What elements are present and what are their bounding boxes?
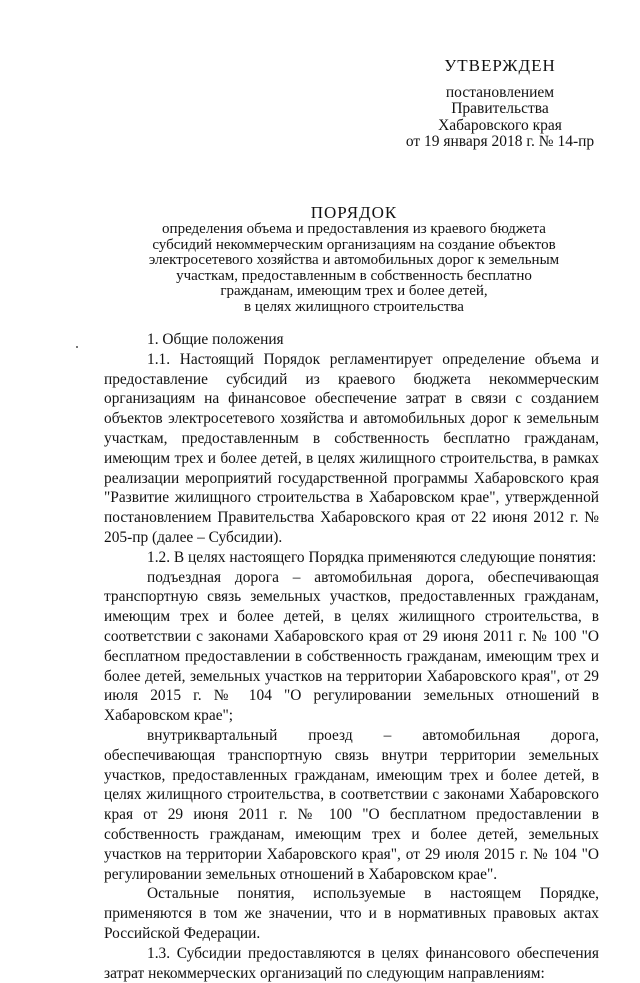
subtitle-line: участкам, предоставленным в собственность бесплатно [176,267,532,284]
document-subtitle [0,222,640,315]
section-heading: 1. Общие положения [147,331,284,348]
approval-line-2: Правительства [451,100,549,117]
paragraph-1-3: 1.3. Субсидии предоставляются в целях финансового обеспечения затрат некоммерческих организаций по следующим направлениям: [104,944,599,982]
definition-access-road: подъездная дорога – автомобильная дорога, обеспечивающая транспортную связь земельных участков, предоставленных гражданам, имеющим трех и более детей, в целях жилищного строительства, в соответствии с законами Хабаровского края от 29 июня 2011 г. № 100 "О бесплатном предоставлении в собственность гражданам, имеющим трех и более детей, земельных участков на территории Хабаровского края", от 29 июля 2015 г. № 104 "О регулировании земельных отношений в Хабаровском крае"; [104,568,599,725]
approval-line-3: Хабаровского края [438,116,562,134]
subtitle-line: гражданам, имеющим трех и более детей, [220,283,488,299]
paragraph-1-1: 1.1. Настоящий Порядок регламентирует определение объема и предоставление субсидий из краевого бюджета некоммерческим организациям на финансовое обеспечение затрат в связи с созданием объектов электросетевого хозяйства и автомобильных дорог к земельным участкам, предоставленным в собственность бесплатно гражданам, имеющим трех и более детей, в целях жилищного строительства, в рамках реализации мероприятий государственной программы Хабаровского края "Развитие жилищного строительства в Хабаровском крае", утвержденной постановлением Правительства Хабаровского края от 22 июня 2012 г. № 205-пр (далее – Субсидии). [104,350,599,546]
document-body [104,330,599,983]
scan-speck [76,346,78,348]
approval-line-1: постановлением [445,83,555,101]
definition-internal-passage: внутриквартальный проезд – автомобильная дорога, обеспечивающая транспортную связь внутри территории земельных участков, предоставленных гражданам, имеющим трех и более детей, в целях жилищного строительства, в соответствии с законами Хабаровского края от 29 июня 2011 г. № 100 "О бесплатном предоставлении в собственность гражданам, имеющим трех и более детей, земельных участков на территории Хабаровского края", от 29 июля 2015 г. № 104 "О регулировании земельных отношений в Хабаровском крае". [104,726,599,883]
approval-line-4: от 19 января 2018 г. № 14-пр [405,133,595,150]
subtitle-line: электросетевого хозяйства и автомобильных дорог к земельным [148,252,560,268]
paragraph-1-2: 1.2. В целях настоящего Порядка применяются следующие понятия: [147,548,597,566]
document-title: ПОРЯДОК [310,203,398,222]
subtitle-line: субсидий некоммерческим организациям на создание объектов [152,236,556,253]
subtitle-line: определения объема и предоставления из краевого бюджета [162,221,546,237]
approval-stamp [400,58,600,151]
approval-heading: УТВЕРЖДЕН [444,56,556,75]
paragraph-other-terms: Остальные понятия, используемые в настоящем Порядке, применяются в том же значении, что и в нормативных правовых актах Российской Федерации. [104,885,599,942]
subtitle-line: в целях жилищного строительства [244,298,464,315]
